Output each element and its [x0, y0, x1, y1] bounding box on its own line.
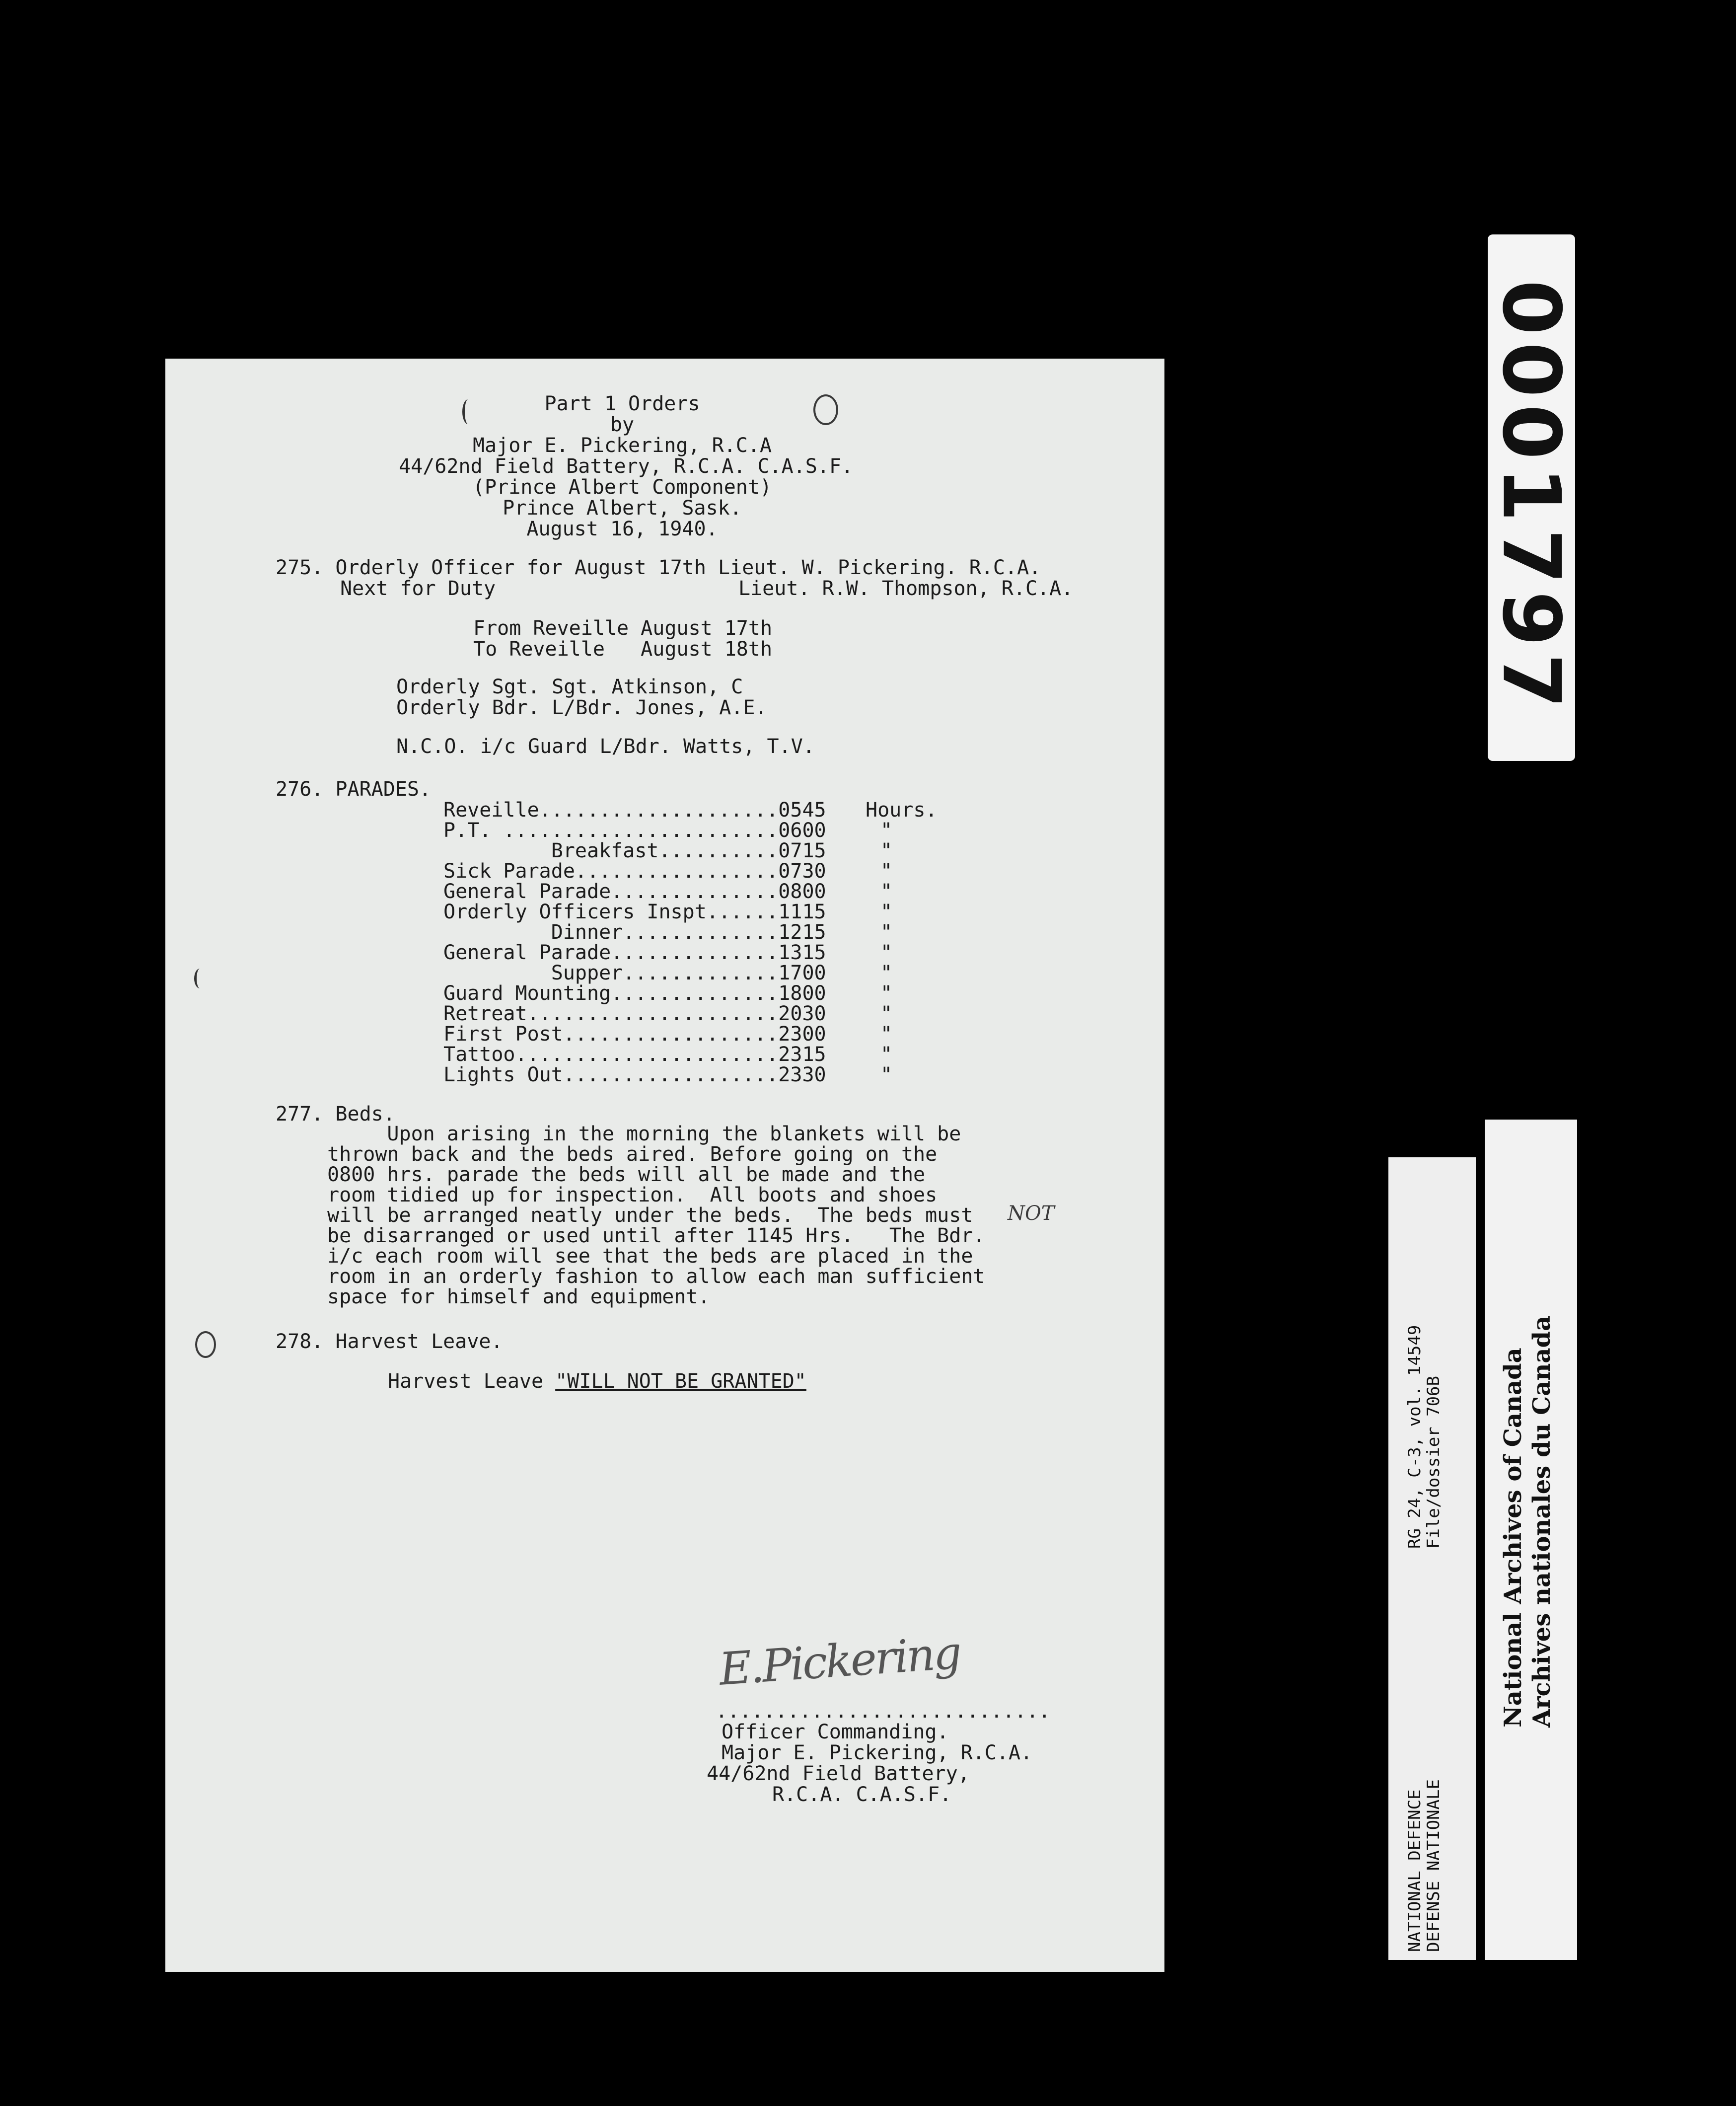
parade-unit: ": [880, 982, 893, 1005]
beds-line: Upon arising in the morning the blankets will be: [327, 1123, 961, 1145]
order-date: August 16, 1940.: [526, 518, 718, 540]
department-fr: DEFENSE NATIONALE: [1424, 1779, 1444, 1952]
issuing-officer: Major E. Pickering, R.C.A: [472, 434, 772, 457]
unit-name: 44/62nd Field Battery, R.C.A. C.A.S.F.: [399, 455, 854, 478]
parade-label: Breakfast..........0715: [443, 839, 826, 862]
component: (Prince Albert Component): [472, 476, 772, 499]
parade-unit: Hours.: [866, 799, 938, 822]
parade-label: Guard Mounting..............1800: [443, 982, 826, 1005]
parade-unit: ": [880, 901, 893, 923]
parade-label: First Post..................2300: [443, 1023, 826, 1046]
archives-label: [1485, 1120, 1577, 1960]
beds-line: thrown back and the beds aired. Before going on the: [327, 1143, 938, 1166]
signature-title: Officer Commanding.: [722, 1721, 949, 1743]
reference-rg: RG 24, C-3, vol. 14549: [1405, 1325, 1425, 1549]
margin-mark: [194, 969, 206, 988]
signature-corps: R.C.A. C.A.S.F.: [772, 1783, 952, 1806]
department-en: NATIONAL DEFENCE: [1405, 1789, 1425, 1952]
parade-unit: ": [880, 880, 893, 903]
archive-number: 0001797: [1485, 280, 1578, 716]
harvest-emphasis: "WILL NOT BE GRANTED": [555, 1370, 806, 1393]
parade-unit: ": [880, 839, 893, 862]
parade-unit: ": [880, 860, 893, 883]
reference-numbers: [1405, 1325, 1443, 1549]
parade-unit: ": [880, 962, 893, 984]
beds-line: space for himself and equipment.: [327, 1285, 710, 1308]
parade-unit: ": [880, 1063, 893, 1086]
parades-heading: 276. PARADES.: [276, 778, 432, 801]
parade-label: Lights Out..................2330: [443, 1063, 826, 1086]
place: Prince Albert, Sask.: [503, 497, 742, 520]
parade-unit: ": [880, 921, 893, 944]
handwritten-signature: E.Pickering: [717, 1627, 962, 1696]
signature-dots: ............................: [716, 1700, 1051, 1723]
archives-fr: Archives nationales du Canada: [1528, 1315, 1556, 1728]
punch-hole: [195, 1331, 216, 1358]
to-reveille: To Reveille August 18th: [473, 638, 773, 661]
parade-unit: ": [880, 941, 893, 964]
document-page: [165, 359, 1164, 1972]
orderly-officer-line: 275. Orderly Officer for August 17th Lieut. W. Pickering. R.C.A.: [276, 556, 1041, 579]
order-title: Part 1 Orders: [544, 392, 700, 415]
handwritten-not: NOT: [1008, 1202, 1055, 1225]
beds-line: will be arranged neatly under the beds. The beds must: [327, 1204, 973, 1227]
parade-unit: ": [880, 1023, 893, 1046]
harvest-label: Harvest Leave: [388, 1370, 556, 1393]
parade-label: Supper.............1700: [443, 962, 826, 984]
parade-label: Dinner.............1215: [443, 921, 826, 944]
order-by: by: [610, 413, 635, 436]
harvest-text: [388, 1371, 806, 1392]
parade-label: Sick Parade.................0730: [443, 860, 826, 883]
orderly-sgt: Orderly Sgt. Sgt. Atkinson, C: [396, 676, 743, 698]
reference-file: File/dossier 706B: [1424, 1376, 1444, 1549]
parade-label: Reveille....................0545: [443, 799, 826, 822]
parade-unit: ": [880, 819, 893, 842]
from-reveille: From Reveille August 17th: [473, 617, 773, 640]
archive-number-strip: [1485, 234, 1578, 761]
archives-en: National Archives of Canada: [1499, 1348, 1527, 1728]
next-for-duty-officer: Lieut. R.W. Thompson, R.C.A.: [738, 577, 1074, 600]
parade-unit: ": [880, 1043, 893, 1066]
parade-label: P.T. .......................0600: [443, 819, 826, 842]
next-for-duty-label: Next for Duty: [340, 577, 496, 600]
archives-name: [1499, 1316, 1556, 1728]
beds-heading: 277. Beds.: [276, 1103, 395, 1126]
parade-label: General Parade..............1315: [443, 941, 826, 964]
beds-line: room in an orderly fashion to allow each man sufficient: [327, 1265, 985, 1288]
beds-line: i/c each room will see that the beds are placed in the: [327, 1245, 973, 1268]
parade-unit: ": [880, 1002, 893, 1025]
beds-line: room tidied up for inspection. All boots and shoes: [327, 1184, 938, 1206]
parade-label: General Parade..............0800: [443, 880, 826, 903]
parade-label: Orderly Officers Inspt......1115: [443, 901, 826, 923]
nco-guard: N.C.O. i/c Guard L/Bdr. Watts, T.V.: [396, 735, 815, 758]
parade-label: Retreat.....................2030: [443, 1002, 826, 1025]
signature-name: Major E. Pickering, R.C.A.: [722, 1741, 1033, 1764]
beds-line: 0800 hrs. parade the beds will all be made and the: [327, 1163, 926, 1186]
signature-unit: 44/62nd Field Battery,: [707, 1762, 970, 1785]
department-label: [1405, 1779, 1443, 1952]
harvest-heading: 278. Harvest Leave.: [276, 1330, 503, 1353]
orderly-bdr: Orderly Bdr. L/Bdr. Jones, A.E.: [396, 696, 767, 719]
reference-label: [1388, 1157, 1476, 1960]
parade-label: Tattoo......................2315: [443, 1043, 826, 1066]
beds-line: be disarranged or used until after 1145 Hrs. The Bdr.: [327, 1224, 985, 1247]
